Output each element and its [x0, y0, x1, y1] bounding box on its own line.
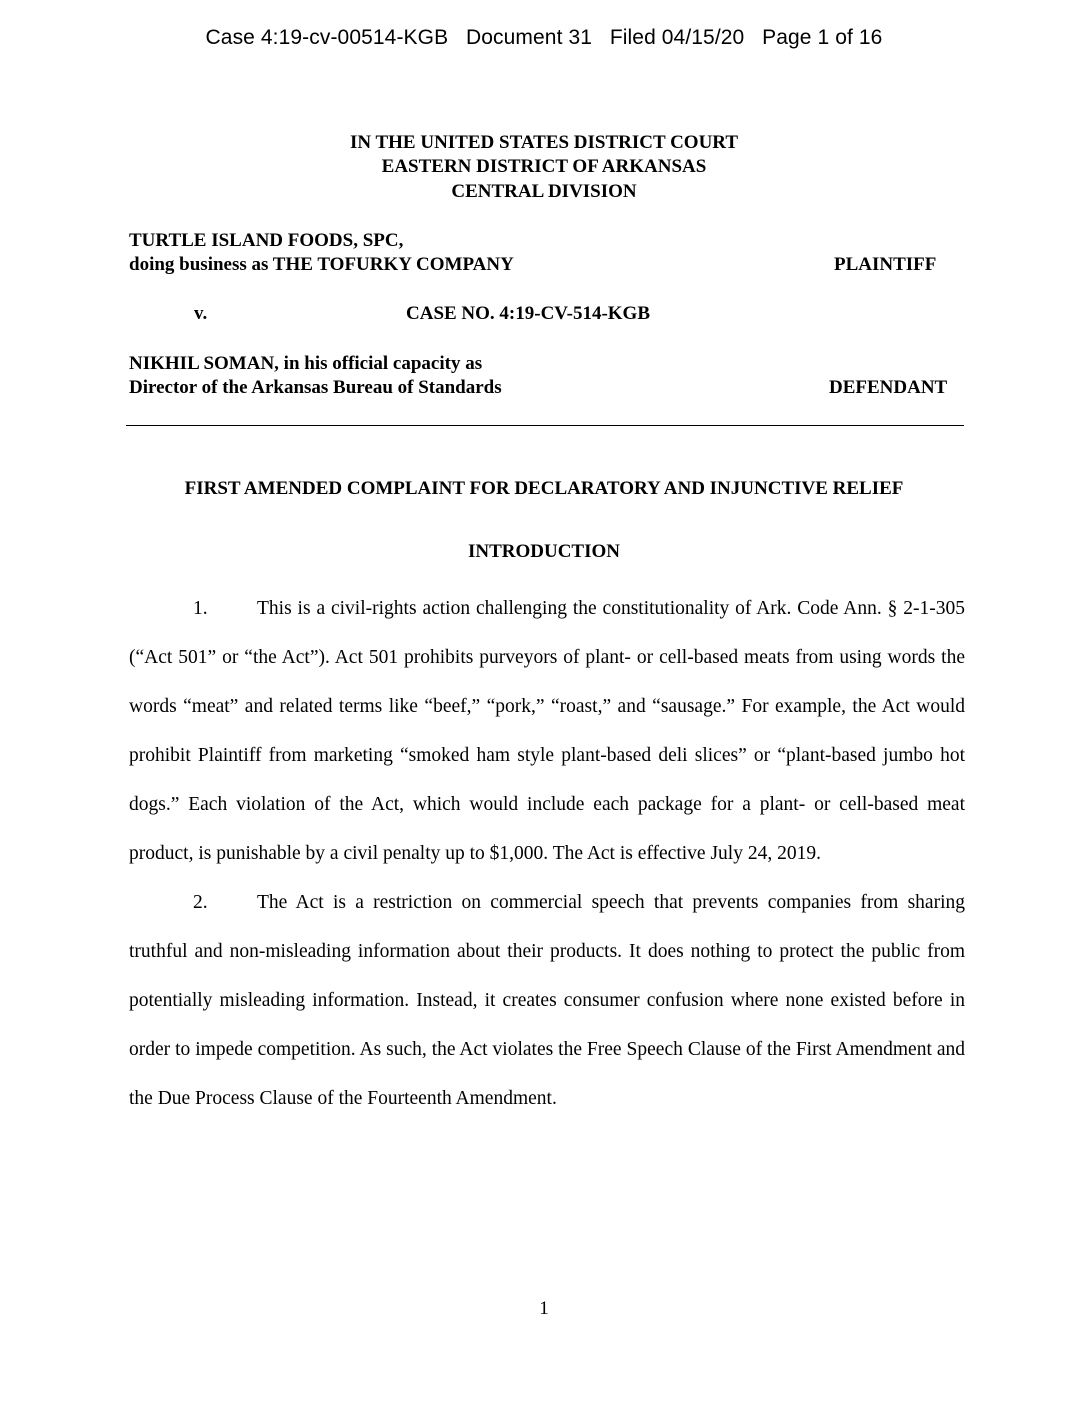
- court-name-line-3: CENTRAL DIVISION: [451, 181, 637, 202]
- stamp-page-count: Page 1 of 16: [762, 26, 883, 49]
- defendant-role: DEFENDANT: [829, 377, 948, 398]
- stamp-case-number: Case 4:19-cv-00514-KGB: [205, 26, 449, 49]
- paragraph-number: 1.: [193, 598, 208, 619]
- defendant-name: NIKHIL SOMAN, in his official capacity as: [129, 353, 483, 374]
- page-number: 1: [539, 1298, 549, 1319]
- plaintiff-name: TURTLE ISLAND FOODS, SPC,: [129, 230, 404, 251]
- defendant-title: Director of the Arkansas Bureau of Standards: [129, 377, 502, 398]
- case-number: CASE NO. 4:19-CV-514-KGB: [406, 303, 651, 324]
- paragraph: [129, 584, 965, 878]
- document-body: [129, 584, 965, 1123]
- section-heading: INTRODUCTION: [467, 541, 621, 562]
- caption-divider: [126, 425, 964, 426]
- versus-label: v.: [194, 303, 208, 324]
- plaintiff-role: PLAINTIFF: [834, 254, 937, 275]
- paragraph-number: 2.: [193, 892, 208, 913]
- stamp-filed-date: Filed 04/15/20: [609, 26, 745, 49]
- document-title: FIRST AMENDED COMPLAINT FOR DECLARATORY AND INJUNCTIVE RELIEF: [184, 478, 904, 499]
- plaintiff-dba: doing business as THE TOFURKY COMPANY: [129, 254, 514, 275]
- court-name-line-1: IN THE UNITED STATES DISTRICT COURT: [349, 132, 739, 153]
- stamp-document-number: Document 31: [466, 26, 593, 49]
- paragraph-text: This is a civil-rights action challenging the constitutionality of Ark. Code Ann. § 2-1-305 (“Act 501” or “the Act”). Act 501 prohibits purveyors of plant- or cell-based meats from using words the words “meat” and related terms like “beef,” “pork,” “roast,” and “sausage.” For example, the Act would prohibit Plaintiff from marketing “smoked ham style plant-based deli slices” or “plant-based jumbo hot dogs.” Each violation of the Act, which would include each package for a plant- or cell-based meat product, is punishable by a civil penalty up to $1,000. The Act is effective July 24, 2019.: [129, 598, 965, 864]
- paragraph-text: The Act is a restriction on commercial speech that prevents companies from sharing truthful and non-misleading information about their products. It does nothing to protect the public from potentially misleading information. Instead, it creates consumer confusion where none existed before in order to impede competition. As such, the Act violates the Free Speech Clause of the First Amendment and the Due Process Clause of the Fourteenth Amendment.: [129, 892, 965, 1109]
- court-name-line-2: EASTERN DISTRICT OF ARKANSAS: [381, 156, 707, 177]
- ecf-header-stamp: [0, 24, 1088, 52]
- paragraph: [129, 878, 965, 1123]
